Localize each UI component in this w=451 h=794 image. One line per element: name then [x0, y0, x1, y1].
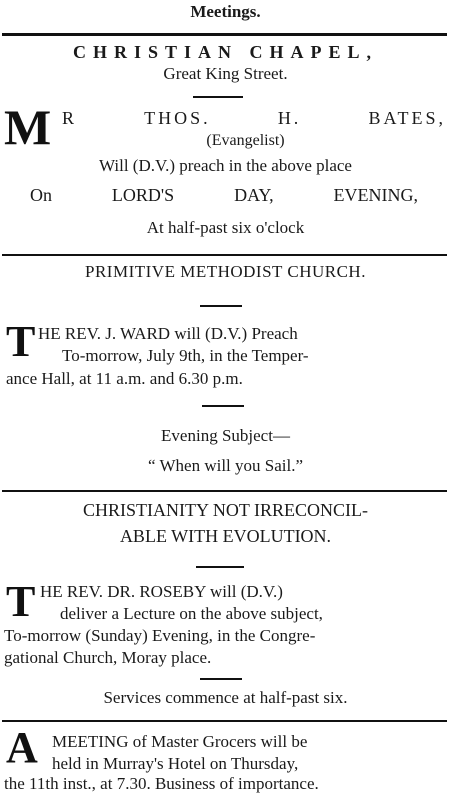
ad1-title: CHRISTIAN CHAPEL, — [72, 42, 379, 62]
ad2-line2: To-morrow, July 9th, in the Temper- — [62, 346, 309, 365]
ad2-short-rule — [200, 305, 242, 307]
ad-separator — [2, 490, 447, 492]
ad4-line2: held in Murray's Hotel on Thursday, — [52, 754, 299, 773]
ad1-line4-word: EVENING, — [333, 185, 418, 205]
ad4-line1: MEETING of Master Grocers will be — [52, 732, 308, 751]
ad3-title-line1: CHRISTIANITY NOT IRRECONCIL- — [83, 500, 368, 520]
ad2-title: PRIMITIVE METHODIST CHURCH. — [85, 262, 366, 281]
ad1-line1-word: THOS. — [144, 108, 211, 128]
ad2-short-rule-2 — [202, 405, 244, 407]
ad3-line2: deliver a Lecture on the above subject, — [60, 604, 323, 623]
ad1-subtitle: Great King Street. — [163, 64, 288, 83]
ad1-line2: (Evangelist) — [206, 132, 285, 149]
ad2-line1: HE REV. J. WARD will (D.V.) Preach — [38, 324, 298, 343]
ad3-short-rule-2 — [200, 678, 242, 680]
ad1-line3: Will (D.V.) preach in the above place — [99, 156, 352, 175]
ad-separator — [2, 254, 447, 256]
ad1-line1-word: BATES, — [368, 108, 446, 128]
ad3-services: Services commence at half-past six. — [103, 688, 348, 707]
ad3-dropcap: T — [6, 577, 36, 626]
ad1-line5: At half-past six o'clock — [146, 218, 305, 237]
ad2-line3: ance Hall, at 11 a.m. and 6.30 p.m. — [6, 369, 243, 388]
ad4-dropcap: A — [6, 723, 38, 772]
ad1-line4-word: On — [30, 185, 52, 205]
ad2-subject: “ When will you Sail.” — [147, 456, 304, 475]
ad2-subject-label: Evening Subject— — [161, 426, 290, 445]
ad1-line4 — [30, 185, 418, 206]
ad3-short-rule — [196, 566, 244, 568]
section-rule — [2, 33, 447, 36]
ad3-line3: To-morrow (Sunday) Evening, in the Congre- — [4, 626, 316, 645]
ad-separator — [2, 720, 447, 722]
ad1-dropcap: M — [4, 99, 52, 155]
ad4-line3: the 11th inst., at 7.30. Business of importance. — [4, 774, 319, 793]
ad1-line1 — [62, 108, 446, 129]
ad1-short-rule — [193, 96, 243, 98]
ad1-line1-word: H. — [277, 108, 302, 128]
ad1-line4-word: DAY, — [234, 185, 274, 205]
ad3-line4: gational Church, Moray place. — [4, 648, 212, 667]
ad1-line1-word: R — [62, 108, 78, 128]
section-heading: Meetings. — [190, 2, 261, 21]
ad3-title-line2: ABLE WITH EVOLUTION. — [119, 526, 332, 546]
ad2-dropcap: T — [6, 317, 36, 366]
ad1-line4-word: LORD'S — [111, 185, 175, 205]
ad3-line1: HE REV. DR. ROSEBY will (D.V.) — [40, 582, 283, 601]
